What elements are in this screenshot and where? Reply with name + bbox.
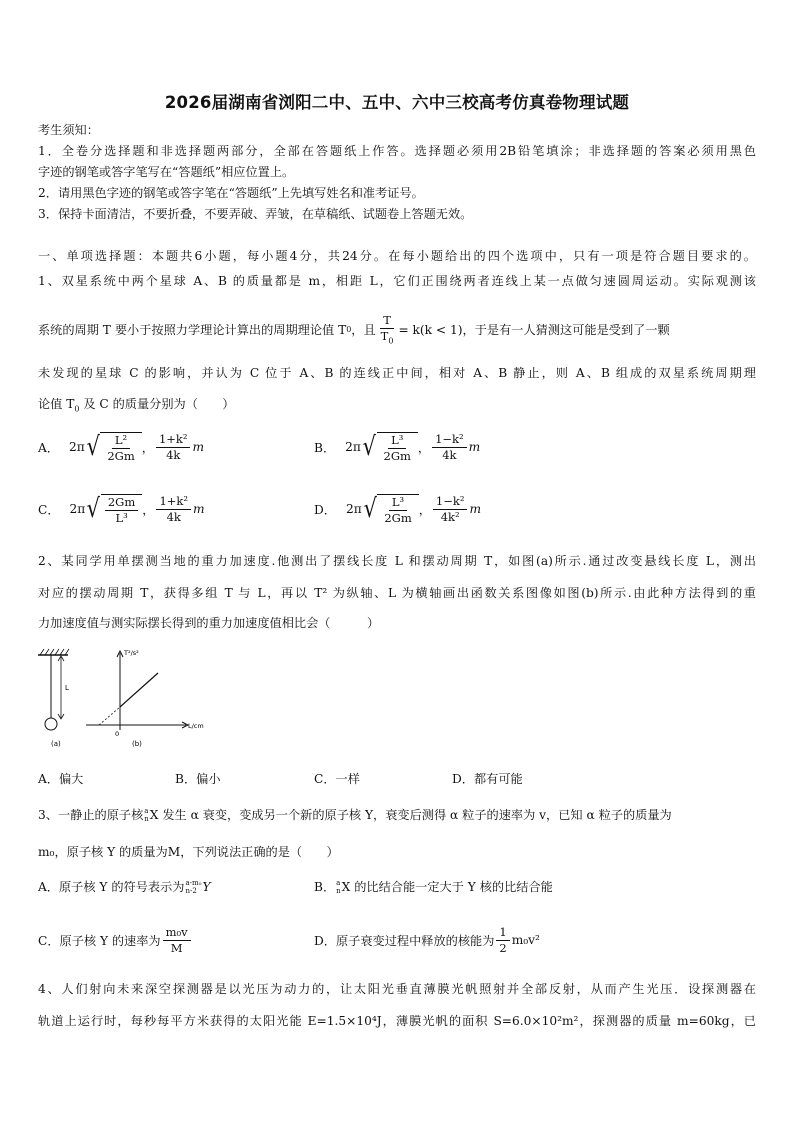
q1-line-2: 系统的周期 T 要小于按照力学理论计算出的周期理论值 T 0 ，且 $\frac{T}{T_0}$ = k(k < 1) ，于是有一人猜测这可能是受到了一颗: [38, 313, 670, 345]
notice-item-1-cont: 字迹的钢笔或答字笔写在“答题纸”相应位置上。: [38, 165, 295, 179]
label-b: (b): [132, 740, 142, 748]
sqrt-symbol: √ $\frac{2Gm}{\text{L³}}$: [85, 494, 142, 524]
q1-option-a[interactable]: A． 2π √ $\frac{\text{L²}}{2Gm}$ ， $\frac{\text{1+k²}}{4k}$ m: [38, 432, 205, 463]
figure-b-graph: [86, 649, 204, 748]
notice-item-2: 2．请用黑色字迹的钢笔或答字笔在“答题纸”上先填写姓名和准考证号。: [38, 186, 424, 200]
q3-option-c[interactable]: C．原子核 Y 的速率为 $\frac{\text{m₀v}}{M}$: [38, 926, 193, 954]
label-l: L: [65, 684, 69, 692]
q2-option-c[interactable]: C．一样: [314, 772, 360, 786]
q1-line-2-c: ，于是有一人猜测这可能是受到了一颗: [462, 323, 670, 338]
q1-line-4: 论值 $T_0$ 及 C 的质量分别为（ ）: [38, 397, 235, 414]
q1-ratio-rest: = k(k < 1): [398, 322, 463, 337]
q2-option-d[interactable]: D．都有可能: [452, 772, 523, 786]
notice-heading: 考生须知：: [38, 123, 99, 137]
q3-option-b[interactable]: B． a n X 的比结合能一定大于 Y 核的比结合能: [314, 878, 553, 895]
notice-item-1: 1．全卷分选择题和非选择题两部分，全部在答题纸上作答。选择题必须用2B铅笔填涂；非选择题的答案必须用黑色: [38, 144, 756, 158]
q3-option-a[interactable]: A．原子核 Y 的符号表示为 a-m₀ n-2 Y: [38, 878, 211, 895]
q3-option-d[interactable]: D．原子衰变过程中释放的核能为 $\frac{1}{2}$ m₀v²: [314, 925, 540, 955]
y-axis-label: T²/s²: [124, 649, 139, 657]
origin-label: 0: [115, 730, 120, 738]
q4-line-1: 4、人们射向未来深空探测器是以光压为动力的，让太阳光垂直薄膜光帆照射并全部反射，从而产生光压．设探测器在: [38, 982, 756, 996]
page-title: 2026届湖南省浏阳二中、五中、六中三校高考仿真卷物理试题: [164, 93, 630, 112]
q2-option-a[interactable]: A．偏大: [38, 772, 84, 786]
section-heading: 一、单项选择题：本题共6小题，每小题4分，共24分。在每小题给出的四个选项中，只有一项是符合题目要求的。: [38, 249, 756, 263]
q1-line-2-a: 系统的周期 T 要小于按照力学理论计算出的周期理论值 T: [38, 323, 347, 338]
sqrt-symbol: √ $\frac{\text{L³}}{2Gm}$: [362, 494, 419, 524]
q1-line-3: 未发现的星球 C 的影响，并认为 C 位于 A、B 的连线正中间，相对 A、B 静止，则 A、B 组成的双星系统周期理: [38, 366, 756, 380]
q1-option-b[interactable]: B． 2π √ $\frac{\text{L³}}{2Gm}$ ， $\frac{\text{1−k²}}{4k}$ m: [314, 432, 481, 463]
q3-line-1: 3、一静止的原子核 a n X 发生 α 衰变，变成另一个新的原子核 Y，衰变后测得 α 粒子的速率为 v，已知 α 粒子的质量为: [38, 806, 672, 823]
sqrt-symbol: √ $\frac{\text{L³}}{2Gm}$: [361, 432, 418, 462]
q1-option-c[interactable]: C． 2π √ $\frac{2Gm}{\text{L³}}$ ， $\frac{\text{1+k²}}{4k}$ m: [38, 494, 205, 525]
q2-option-b[interactable]: B．偏小: [175, 772, 221, 786]
q1-option-d[interactable]: D． 2π √ $\frac{\text{L³}}{2Gm}$ ， $\frac{\text{1−k²}}{\text{4k²}}$ m: [314, 494, 482, 525]
q1-line-1: 1、双星系统中两个星球 A、B 的质量都是 m，相距 L，它们正围绕两者连线上某一点做匀速圆周运动。实际观测该: [38, 274, 756, 288]
q1-line-2-b: ，且: [351, 323, 376, 338]
q2-line-2: 对应的摆动周期 T，获得多组 T 与 L，再以 T² 为纵轴、L 为横轴画出函数关系图像如图(b)所示.由此种方法得到的重: [38, 586, 756, 600]
x-axis-label: L/cm: [188, 722, 204, 730]
q1-ratio-fraction: $\frac{T}{T_0}$: [380, 313, 394, 345]
pendulum-figure: [36, 645, 226, 755]
notice-item-3: 3．保持卡面清洁，不要折叠，不要弄破、弄皱，在草稿纸、试题卷上答题无效。: [38, 207, 473, 221]
figure-a-pendulum: [38, 649, 69, 748]
q4-line-2: 轨道上运行时，每秒每平方米获得的太阳光能 E=1.5×10⁴J，薄膜光帆的面积 S=6.0×10²m²，探测器的质量 m=60kg，已: [38, 1014, 756, 1028]
q2-line-3: 力加速度值与测实际摆长得到的重力加速度值相比会（ ）: [38, 616, 380, 630]
sqrt-symbol: √ $\frac{\text{L²}}{2Gm}$: [85, 432, 142, 462]
q2-line-1: 2、某同学用单摆测当地的重力加速度.他测出了摆线长度 L 和摆动周期 T，如图(a)所示.通过改变悬线长度 L，测出: [38, 554, 756, 568]
q3-line-2: m₀，原子核 Y 的质量为M，下列说法正确的是（ ）: [38, 845, 339, 859]
label-a: (a): [51, 740, 61, 748]
